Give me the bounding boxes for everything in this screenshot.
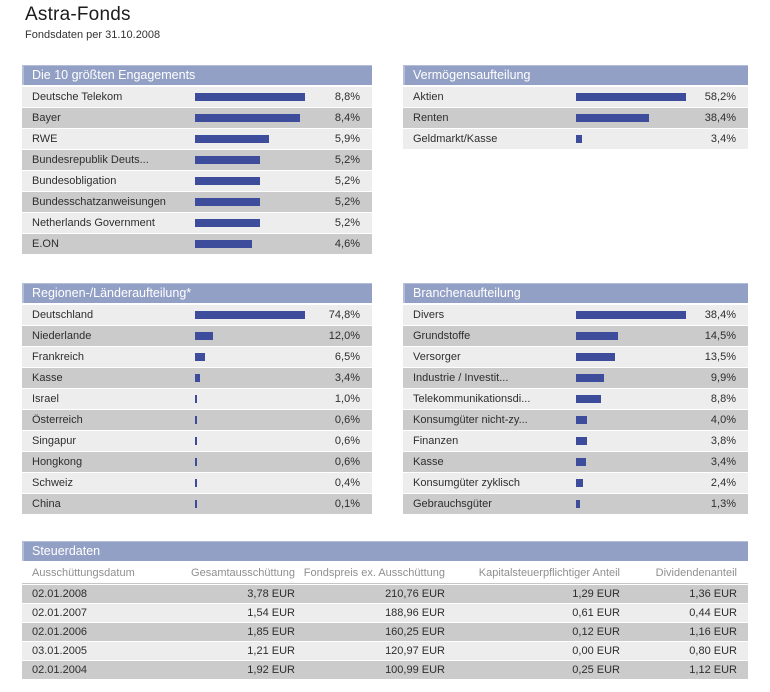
region-allocation-bar-chart bbox=[22, 305, 372, 514]
row-percent: 5,2% bbox=[334, 154, 360, 166]
chart-row bbox=[22, 234, 372, 254]
row-label: Industrie / Investit... bbox=[413, 372, 509, 384]
row-percent: 38,4% bbox=[704, 112, 736, 124]
bar-track bbox=[195, 500, 307, 508]
row-percent: 8,4% bbox=[334, 112, 360, 124]
page-title: Astra-Fonds bbox=[25, 4, 131, 25]
bar-track bbox=[195, 240, 307, 248]
row-label: Versorger bbox=[413, 351, 461, 363]
row-label: Schweiz bbox=[32, 477, 73, 489]
row-label: Niederlande bbox=[32, 330, 92, 342]
value-bar bbox=[195, 353, 205, 361]
value-bar bbox=[576, 311, 686, 319]
row-label: Finanzen bbox=[413, 435, 459, 447]
row-percent: 0,6% bbox=[334, 435, 360, 447]
bar-track bbox=[195, 311, 307, 319]
value-bar bbox=[195, 374, 200, 382]
tax-cell: 0,80 EUR bbox=[689, 645, 737, 657]
panel-region-allocation bbox=[22, 283, 372, 515]
row-percent: 8,8% bbox=[334, 91, 360, 103]
row-percent: 4,0% bbox=[710, 414, 736, 426]
bar-track bbox=[195, 156, 307, 164]
value-bar bbox=[576, 332, 618, 340]
row-label: Israel bbox=[32, 393, 59, 405]
row-percent: 3,4% bbox=[710, 133, 736, 145]
value-bar bbox=[195, 240, 252, 248]
value-bar bbox=[195, 416, 197, 424]
value-bar bbox=[576, 114, 649, 122]
chart-row bbox=[22, 129, 372, 149]
bar-track bbox=[576, 353, 688, 361]
tax-table-row bbox=[22, 585, 748, 603]
asset-allocation-bar-chart bbox=[403, 87, 748, 149]
value-bar bbox=[576, 458, 586, 466]
row-percent: 13,5% bbox=[704, 351, 736, 363]
row-percent: 2,4% bbox=[710, 477, 736, 489]
tax-table-row bbox=[22, 642, 748, 660]
row-percent: 74,8% bbox=[328, 309, 360, 321]
row-percent: 3,4% bbox=[710, 456, 736, 468]
tax-table-row bbox=[22, 623, 748, 641]
value-bar bbox=[576, 353, 615, 361]
panel-asset-allocation bbox=[403, 65, 748, 150]
bar-track bbox=[195, 135, 307, 143]
bar-track bbox=[576, 93, 688, 101]
value-bar bbox=[576, 500, 580, 508]
bar-track bbox=[576, 437, 688, 445]
chart-row bbox=[22, 150, 372, 170]
tax-table-row bbox=[22, 661, 748, 679]
bar-track bbox=[195, 219, 307, 227]
bar-track bbox=[195, 177, 307, 185]
value-bar bbox=[576, 374, 604, 382]
tax-cell: 1,12 EUR bbox=[689, 664, 737, 676]
panel-tax-data bbox=[22, 541, 748, 680]
chart-row bbox=[403, 389, 748, 409]
tax-table-header-row bbox=[22, 563, 748, 584]
row-percent: 9,9% bbox=[710, 372, 736, 384]
chart-row bbox=[22, 473, 372, 493]
chart-row bbox=[22, 452, 372, 472]
row-percent: 3,4% bbox=[334, 372, 360, 384]
row-percent: 1,0% bbox=[334, 393, 360, 405]
chart-row bbox=[403, 108, 748, 128]
value-bar bbox=[195, 311, 305, 319]
bar-track bbox=[576, 135, 688, 143]
chart-row bbox=[22, 389, 372, 409]
panel-sector-allocation bbox=[403, 283, 748, 515]
bar-track bbox=[195, 458, 307, 466]
chart-row bbox=[22, 192, 372, 212]
row-label: Netherlands Government bbox=[32, 217, 155, 229]
row-label: Österreich bbox=[32, 414, 83, 426]
tax-cell: 210,76 EUR bbox=[385, 588, 445, 600]
value-bar bbox=[576, 479, 583, 487]
row-label: Bayer bbox=[32, 112, 61, 124]
row-percent: 0,1% bbox=[334, 498, 360, 510]
row-label: Gebrauchsgüter bbox=[413, 498, 492, 510]
row-percent: 5,2% bbox=[334, 175, 360, 187]
value-bar bbox=[195, 198, 260, 206]
tax-column-header: Kapitalsteuerpflichtiger Anteil bbox=[478, 567, 620, 579]
chart-row bbox=[403, 347, 748, 367]
value-bar bbox=[195, 219, 260, 227]
value-bar bbox=[195, 135, 269, 143]
tax-cell: 188,96 EUR bbox=[385, 607, 445, 619]
panel-top-holdings-title: Die 10 größten Engagements bbox=[22, 65, 372, 85]
row-label: RWE bbox=[32, 133, 58, 145]
chart-row bbox=[403, 326, 748, 346]
value-bar bbox=[195, 332, 213, 340]
row-percent: 58,2% bbox=[704, 91, 736, 103]
tax-cell: 0,61 EUR bbox=[572, 607, 620, 619]
value-bar bbox=[195, 395, 197, 403]
bar-track bbox=[195, 395, 307, 403]
panel-top-holdings bbox=[22, 65, 372, 255]
chart-row bbox=[22, 171, 372, 191]
chart-row bbox=[22, 213, 372, 233]
value-bar bbox=[195, 500, 197, 508]
chart-row bbox=[22, 305, 372, 325]
panel-sector-allocation-title: Branchenaufteilung bbox=[403, 283, 748, 303]
bar-track bbox=[195, 332, 307, 340]
row-label: Konsumgüter nicht-zy... bbox=[413, 414, 528, 426]
chart-row bbox=[403, 305, 748, 325]
tax-cell: 1,29 EUR bbox=[572, 588, 620, 600]
chart-row bbox=[22, 494, 372, 514]
row-label: Frankreich bbox=[32, 351, 84, 363]
tax-column-header: Fondspreis ex. Ausschüttung bbox=[303, 567, 445, 579]
bar-track bbox=[195, 374, 307, 382]
value-bar bbox=[195, 458, 197, 466]
bar-track bbox=[576, 500, 688, 508]
tax-table-row bbox=[22, 604, 748, 622]
row-percent: 0,6% bbox=[334, 456, 360, 468]
row-percent: 4,6% bbox=[334, 238, 360, 250]
tax-cell: 1,92 EUR bbox=[247, 664, 295, 676]
chart-row bbox=[403, 410, 748, 430]
tax-data-table bbox=[22, 563, 748, 679]
value-bar bbox=[195, 156, 260, 164]
top-holdings-bar-chart bbox=[22, 87, 372, 254]
chart-row bbox=[22, 87, 372, 107]
row-percent: 5,2% bbox=[334, 217, 360, 229]
tax-cell: 1,16 EUR bbox=[689, 626, 737, 638]
chart-row bbox=[403, 87, 748, 107]
chart-row bbox=[22, 108, 372, 128]
tax-cell: 02.01.2006 bbox=[32, 626, 88, 638]
row-label: Geldmarkt/Kasse bbox=[413, 133, 498, 145]
chart-row bbox=[403, 494, 748, 514]
row-percent: 5,2% bbox=[334, 196, 360, 208]
chart-row bbox=[403, 431, 748, 451]
row-label: Renten bbox=[413, 112, 449, 124]
tax-cell: 160,25 EUR bbox=[385, 626, 445, 638]
bar-track bbox=[195, 198, 307, 206]
chart-row bbox=[403, 129, 748, 149]
row-percent: 12,0% bbox=[328, 330, 360, 342]
bar-track bbox=[195, 114, 307, 122]
row-percent: 6,5% bbox=[334, 351, 360, 363]
row-percent: 0,4% bbox=[334, 477, 360, 489]
row-label: Bundesobligation bbox=[32, 175, 117, 187]
tax-column-header: Dividendenanteil bbox=[655, 567, 737, 579]
bar-track bbox=[195, 353, 307, 361]
row-label: E.ON bbox=[32, 238, 59, 250]
bar-track bbox=[576, 311, 688, 319]
tax-column-header: Gesamtausschüttung bbox=[191, 567, 295, 579]
tax-column-header: Ausschüttungsdatum bbox=[32, 567, 135, 579]
row-percent: 38,4% bbox=[704, 309, 736, 321]
row-label: China bbox=[32, 498, 61, 510]
row-label: Aktien bbox=[413, 91, 444, 103]
value-bar bbox=[576, 135, 582, 143]
tax-cell: 1,36 EUR bbox=[689, 588, 737, 600]
value-bar bbox=[576, 416, 587, 424]
row-label: Grundstoffe bbox=[413, 330, 471, 342]
row-label: Singapur bbox=[32, 435, 77, 447]
value-bar bbox=[576, 395, 601, 403]
row-percent: 14,5% bbox=[704, 330, 736, 342]
row-label: Deutsche Telekom bbox=[32, 91, 123, 103]
tax-cell: 1,85 EUR bbox=[247, 626, 295, 638]
row-label: Konsumgüter zyklisch bbox=[413, 477, 520, 489]
chart-row bbox=[403, 368, 748, 388]
tax-cell: 0,25 EUR bbox=[572, 664, 620, 676]
bar-track bbox=[576, 479, 688, 487]
panel-asset-allocation-title: Vermögensaufteilung bbox=[403, 65, 748, 85]
tax-cell: 1,21 EUR bbox=[247, 645, 295, 657]
bar-track bbox=[576, 395, 688, 403]
row-percent: 3,8% bbox=[710, 435, 736, 447]
bar-track bbox=[195, 416, 307, 424]
value-bar bbox=[195, 114, 300, 122]
row-label: Bundesrepublik Deuts... bbox=[32, 154, 149, 166]
tax-cell: 0,12 EUR bbox=[572, 626, 620, 638]
bar-track bbox=[195, 93, 307, 101]
tax-cell: 0,00 EUR bbox=[572, 645, 620, 657]
row-percent: 8,8% bbox=[710, 393, 736, 405]
tax-cell: 02.01.2008 bbox=[32, 588, 88, 600]
row-percent: 5,9% bbox=[334, 133, 360, 145]
value-bar bbox=[195, 479, 197, 487]
chart-row bbox=[22, 368, 372, 388]
bar-track bbox=[576, 114, 688, 122]
tax-cell: 1,54 EUR bbox=[247, 607, 295, 619]
value-bar bbox=[195, 437, 197, 445]
bar-track bbox=[576, 416, 688, 424]
chart-row bbox=[403, 452, 748, 472]
tax-cell: 02.01.2004 bbox=[32, 664, 88, 676]
row-label: Hongkong bbox=[32, 456, 83, 468]
value-bar bbox=[576, 437, 587, 445]
page-subtitle: Fondsdaten per 31.10.2008 bbox=[25, 29, 161, 41]
chart-row bbox=[22, 410, 372, 430]
value-bar bbox=[576, 93, 686, 101]
panel-tax-data-title: Steuerdaten bbox=[22, 541, 748, 561]
tax-cell: 3,78 EUR bbox=[247, 588, 295, 600]
bar-track bbox=[576, 458, 688, 466]
value-bar bbox=[195, 177, 260, 185]
row-label: Deutschland bbox=[32, 309, 94, 321]
panel-region-allocation-title: Regionen-/Länderaufteilung* bbox=[22, 283, 372, 303]
tax-cell: 100,99 EUR bbox=[385, 664, 445, 676]
row-label: Bundesschatzanweisungen bbox=[32, 196, 166, 208]
row-percent: 1,3% bbox=[710, 498, 736, 510]
bar-track bbox=[576, 374, 688, 382]
row-label: Telekommunikationsdi... bbox=[413, 393, 531, 405]
bar-track bbox=[576, 332, 688, 340]
sector-allocation-bar-chart bbox=[403, 305, 748, 514]
chart-row bbox=[22, 347, 372, 367]
row-percent: 0,6% bbox=[334, 414, 360, 426]
row-label: Kasse bbox=[413, 456, 444, 468]
tax-cell: 120,97 EUR bbox=[385, 645, 445, 657]
value-bar bbox=[195, 93, 305, 101]
chart-row bbox=[22, 326, 372, 346]
bar-track bbox=[195, 479, 307, 487]
chart-row bbox=[403, 473, 748, 493]
tax-cell: 0,44 EUR bbox=[689, 607, 737, 619]
tax-cell: 03.01.2005 bbox=[32, 645, 88, 657]
chart-row bbox=[22, 431, 372, 451]
row-label: Kasse bbox=[32, 372, 63, 384]
tax-cell: 02.01.2007 bbox=[32, 607, 88, 619]
bar-track bbox=[195, 437, 307, 445]
row-label: Divers bbox=[413, 309, 445, 321]
